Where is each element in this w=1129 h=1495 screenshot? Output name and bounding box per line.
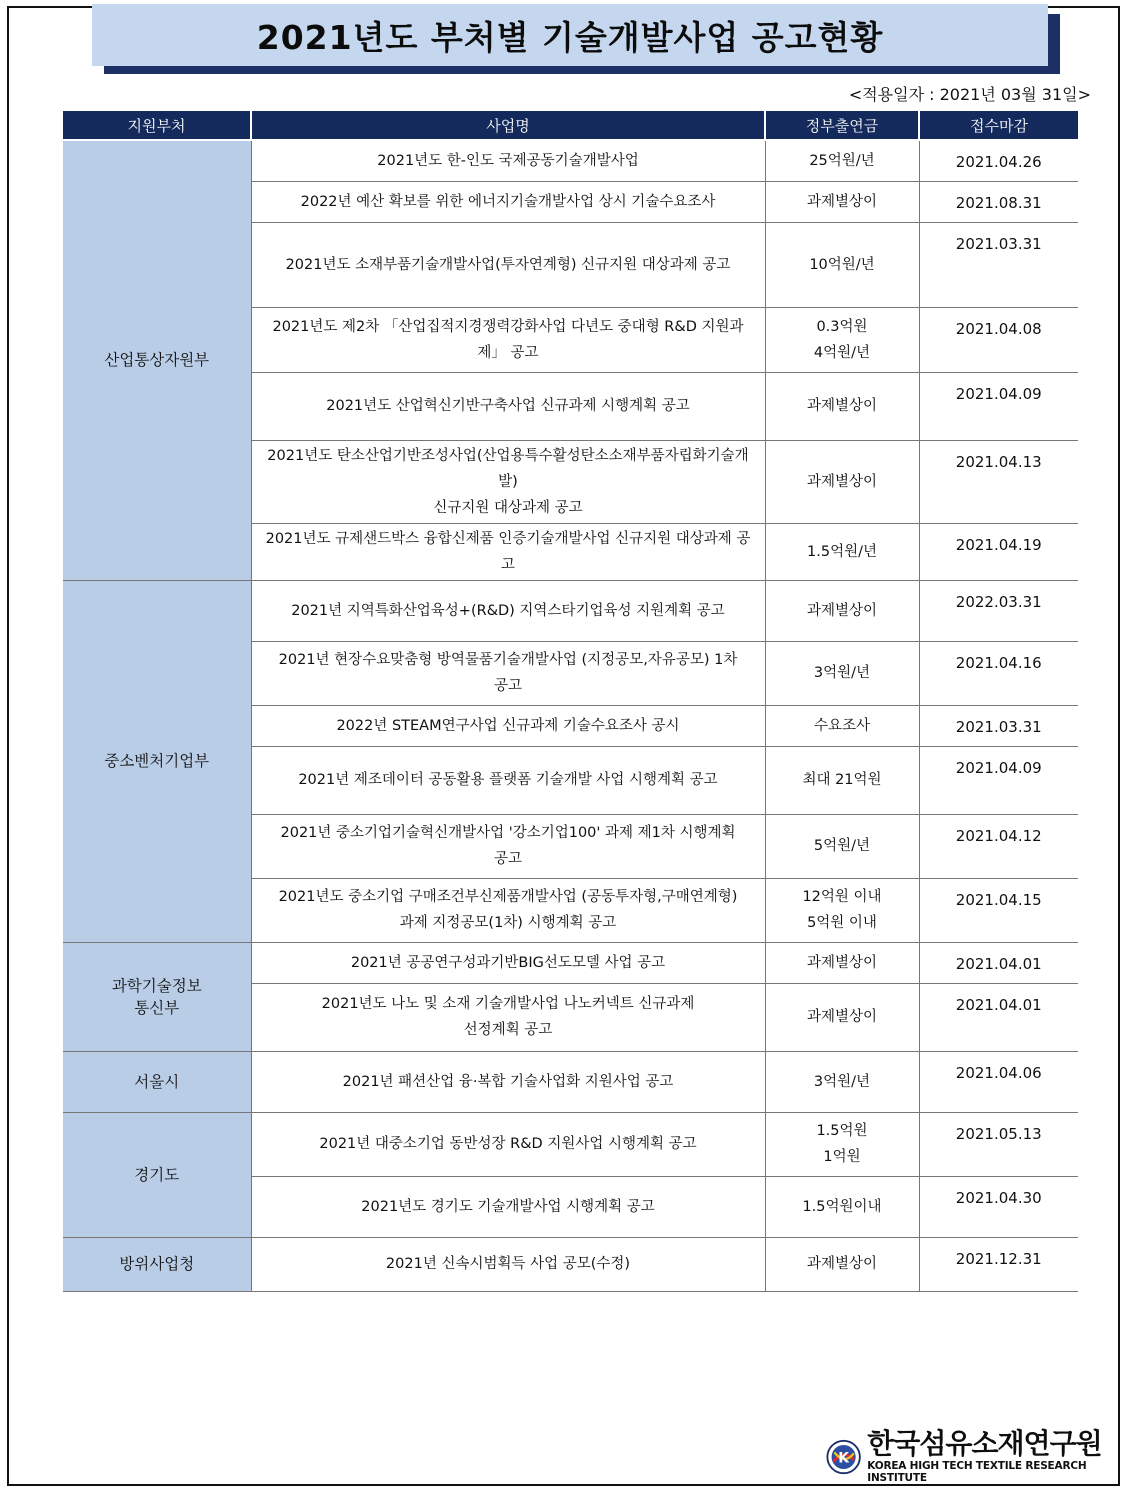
- announcement-table: [63, 111, 1078, 1292]
- project-name-cell: 2021년 신속시범획득 사업 공모(수정): [251, 1237, 765, 1291]
- project-name-cell: 2022년 STEAM연구사업 신규과제 기술수요조사 공시: [251, 705, 765, 746]
- fund-cell: 1.5억원/년: [765, 523, 919, 580]
- project-name-cell: 2021년도 나노 및 소재 기술개발사업 나노커넥트 신규과제 선정계획 공고: [251, 983, 765, 1051]
- column-header-department: 지원부처: [63, 111, 251, 140]
- fund-cell: 최대 21억원: [765, 746, 919, 814]
- deadline-cell: 2021.08.31: [919, 181, 1078, 222]
- project-name-cell: 2021년도 중소기업 구매조건부신제품개발사업 (공동투자형,구매연계형) 과제 지정공모(1차) 시행계획 공고: [251, 878, 765, 942]
- deadline-cell: 2021.04.06: [919, 1051, 1078, 1112]
- deadline-cell: 2021.04.08: [919, 307, 1078, 372]
- deadline-cell: 2021.04.01: [919, 983, 1078, 1051]
- department-cell: 과학기술정보 통신부: [63, 942, 251, 1051]
- fund-cell: 10억원/년: [765, 222, 919, 307]
- column-header-project: 사업명: [251, 111, 765, 140]
- deadline-cell: 2021.05.13: [919, 1112, 1078, 1176]
- column-header-deadline: 접수마감: [919, 111, 1078, 140]
- deadline-cell: 2021.12.31: [919, 1237, 1078, 1291]
- fund-cell: 과제별상이: [765, 372, 919, 440]
- project-name-cell: 2021년 대중소기업 동반성장 R&D 지원사업 시행계획 공고: [251, 1112, 765, 1176]
- department-cell: 방위사업청: [63, 1237, 251, 1291]
- fund-cell: 과제별상이: [765, 1237, 919, 1291]
- deadline-cell: 2022.03.31: [919, 580, 1078, 641]
- table-row: [63, 140, 1078, 181]
- department-cell: 서울시: [63, 1051, 251, 1112]
- project-name-cell: 2021년 패션산업 융·복합 기술사업화 지원사업 공고: [251, 1051, 765, 1112]
- department-cell: 산업통상자원부: [63, 140, 251, 580]
- project-name-cell: 2021년도 탄소산업기반조성사업(산업용특수활성탄소소재부품자립화기술개발) 신규지원 대상과제 공고: [251, 440, 765, 523]
- fund-cell: 12억원 이내 5억원 이내: [765, 878, 919, 942]
- fund-cell: 5억원/년: [765, 814, 919, 878]
- fund-cell: 3억원/년: [765, 1051, 919, 1112]
- project-name-cell: 2021년 중소기업기술혁신개발사업 '강소기업100' 과제 제1차 시행계획 공고: [251, 814, 765, 878]
- table-row: [63, 1112, 1078, 1176]
- deadline-cell: 2021.04.15: [919, 878, 1078, 942]
- deadline-cell: 2021.04.12: [919, 814, 1078, 878]
- title-banner: [92, 4, 1048, 66]
- table-row: [63, 580, 1078, 641]
- project-name-cell: 2021년도 규제샌드박스 융합신제품 인증기술개발사업 신규지원 대상과제 공고: [251, 523, 765, 580]
- effective-date: <적용일자 : 2021년 03월 31일>: [848, 85, 1091, 104]
- project-name-cell: 2021년 제조데이터 공동활용 플랫폼 기술개발 사업 시행계획 공고: [251, 746, 765, 814]
- deadline-cell: 2021.04.09: [919, 746, 1078, 814]
- department-cell: 중소벤처기업부: [63, 580, 251, 942]
- column-header-fund: 정부출연금: [765, 111, 919, 140]
- deadline-cell: 2021.04.01: [919, 942, 1078, 983]
- fund-cell: 과제별상이: [765, 181, 919, 222]
- table-row: [63, 1237, 1078, 1291]
- project-name-cell: 2021년도 산업혁신기반구축사업 신규과제 시행계획 공고: [251, 372, 765, 440]
- project-name-cell: 2021년 현장수요맞춤형 방역물품기술개발사업 (지정공모,자유공모) 1차 공고: [251, 641, 765, 705]
- fund-cell: 1.5억원 1억원: [765, 1112, 919, 1176]
- project-name-cell: 2022년 예산 확보를 위한 에너지기술개발사업 상시 기술수요조사: [251, 181, 765, 222]
- project-name-cell: 2021년도 경기도 기술개발사업 시행계획 공고: [251, 1176, 765, 1237]
- deadline-cell: 2021.04.26: [919, 140, 1078, 181]
- institute-emblem-icon: [826, 1438, 861, 1476]
- department-cell: 경기도: [63, 1112, 251, 1237]
- fund-cell: 1.5억원이내: [765, 1176, 919, 1237]
- logo-english-name: KOREA HIGH TECH TEXTILE RESEARCH INSTITUTE: [867, 1460, 1087, 1484]
- fund-cell: 과제별상이: [765, 580, 919, 641]
- deadline-cell: 2021.04.13: [919, 440, 1078, 523]
- deadline-cell: 2021.04.19: [919, 523, 1078, 580]
- emblem-letter: K: [838, 1450, 850, 1467]
- fund-cell: 과제별상이: [765, 983, 919, 1051]
- table-header-row: [63, 111, 1078, 140]
- institute-logo: [826, 1427, 1129, 1484]
- table-row: [63, 1051, 1078, 1112]
- project-name-cell: 2021년도 한-인도 국제공동기술개발사업: [251, 140, 765, 181]
- project-name-cell: 2021년도 소재부품기술개발사업(투자연계형) 신규지원 대상과제 공고: [251, 222, 765, 307]
- fund-cell: 과제별상이: [765, 942, 919, 983]
- fund-cell: 3억원/년: [765, 641, 919, 705]
- deadline-cell: 2021.03.31: [919, 705, 1078, 746]
- fund-cell: 과제별상이: [765, 440, 919, 523]
- fund-cell: 수요조사: [765, 705, 919, 746]
- logo-korean-name: 한국섬유소재연구원: [867, 1427, 1102, 1460]
- table-row: [63, 942, 1078, 983]
- deadline-cell: 2021.04.30: [919, 1176, 1078, 1237]
- deadline-cell: 2021.03.31: [919, 222, 1078, 307]
- project-name-cell: 2021년 공공연구성과기반BIG선도모델 사업 공고: [251, 942, 765, 983]
- page-title: 2021년도 부처별 기술개발사업 공고현황: [256, 17, 884, 57]
- fund-cell: 25억원/년: [765, 140, 919, 181]
- deadline-cell: 2021.04.09: [919, 372, 1078, 440]
- fund-cell: 0.3억원 4억원/년: [765, 307, 919, 372]
- project-name-cell: 2021년 지역특화산업육성+(R&D) 지역스타기업육성 지원계획 공고: [251, 580, 765, 641]
- deadline-cell: 2021.04.16: [919, 641, 1078, 705]
- project-name-cell: 2021년도 제2차 「산업집적지경쟁력강화사업 다년도 중대형 R&D 지원과제」 공고: [251, 307, 765, 372]
